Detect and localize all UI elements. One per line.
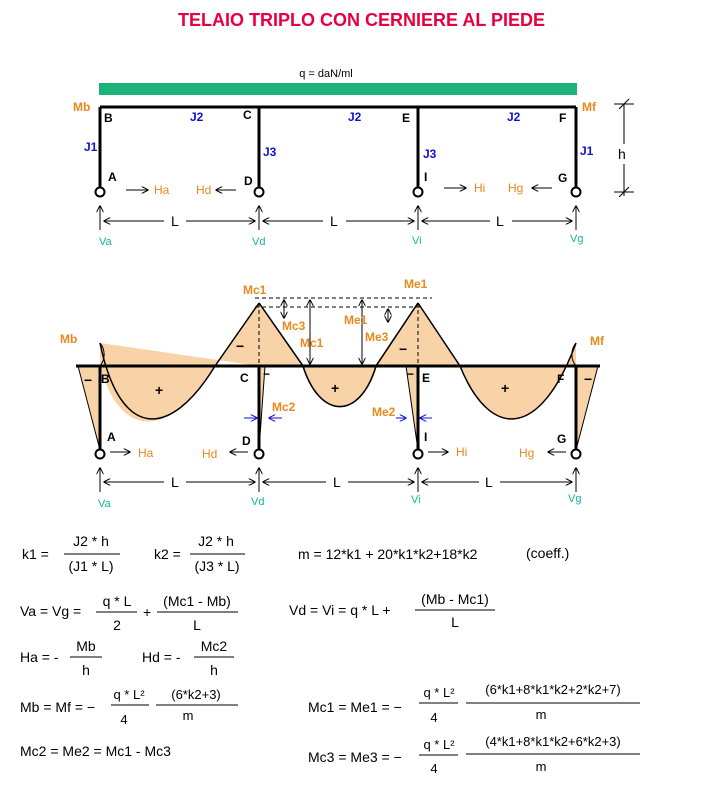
hd-lhs: Hd = - xyxy=(142,649,181,665)
node-g: G xyxy=(558,171,568,185)
label-me3: Me3 xyxy=(365,330,389,344)
va-den2: L xyxy=(193,617,201,633)
dim-l-1: L xyxy=(171,213,179,229)
node-f-2: F xyxy=(557,372,565,386)
reaction-va: Va xyxy=(99,236,112,248)
node-b: B xyxy=(104,111,113,125)
label-mc1-top: Mc1 xyxy=(243,283,267,297)
k2-lhs: k2 = xyxy=(154,546,181,562)
node-f: F xyxy=(559,111,567,125)
sign-minus-e2: − xyxy=(407,367,415,381)
sign-minus-c2: − xyxy=(263,367,271,381)
label-mc3: Mc3 xyxy=(282,319,306,333)
inertia-j2-1: J2 xyxy=(190,110,204,124)
node-a-2: A xyxy=(107,430,116,444)
vd-lhs: Vd = Vi = q * L + xyxy=(289,602,391,618)
mc3-lhs: Mc3 = Me3 = − xyxy=(308,749,402,765)
node-g-2: G xyxy=(557,432,567,446)
dim-h-label: h xyxy=(618,146,626,162)
label-mc2: Mc2 xyxy=(272,400,296,414)
node-i: I xyxy=(424,170,428,184)
va-num2: (Mc1 - Mb) xyxy=(163,593,231,609)
k1-lhs: k1 = xyxy=(22,546,49,562)
reaction-hg: Hg xyxy=(508,181,524,195)
reaction-hg-2: Hg xyxy=(519,446,535,460)
reaction-vi-2: Vi xyxy=(411,494,421,506)
label-me1-mid: Me1 xyxy=(344,313,368,327)
reaction-vi: Vi xyxy=(412,235,422,247)
reaction-hi-2: Hi xyxy=(456,445,468,459)
sign-plus-2: + xyxy=(331,380,340,396)
hd-num: Mc2 xyxy=(200,638,228,654)
node-c: C xyxy=(243,108,252,122)
label-mf-2: Mf xyxy=(590,334,604,348)
m-formula: m = 12*k1 + 20*k1*k2+18*k2 xyxy=(298,546,478,562)
mc1-den: 4 xyxy=(430,710,438,725)
reaction-vd: Vd xyxy=(252,236,266,248)
ha-den: h xyxy=(82,662,90,678)
k1-num: J2 * h xyxy=(73,533,109,549)
load-label: q = daN/ml xyxy=(299,68,353,80)
mc2-formula: Mc2 = Me2 = Mc1 - Mc3 xyxy=(20,743,171,759)
inertia-j2-2: J2 xyxy=(348,110,362,124)
node-e-2: E xyxy=(422,371,431,385)
sign-minus-c1: − xyxy=(236,338,245,354)
inertia-j2-3: J2 xyxy=(507,110,521,124)
mc3-den2: m xyxy=(535,759,547,774)
mb-den2: m xyxy=(182,708,194,723)
moment-fill-span-3 xyxy=(418,303,576,419)
mc1-den2: m xyxy=(535,707,547,722)
coeff-label: (coeff.) xyxy=(526,545,570,561)
sign-minus-e1: − xyxy=(399,341,408,357)
reaction-ha-2: Ha xyxy=(138,446,154,460)
hinge-i xyxy=(414,188,423,197)
ha-num: Mb xyxy=(76,638,96,654)
dim-l2-3: L xyxy=(485,474,493,490)
va-lhs: Va = Vg = xyxy=(20,603,82,619)
node-d-2: D xyxy=(242,434,251,448)
reaction-vg-2: Vg xyxy=(568,493,582,505)
node-e: E xyxy=(402,111,411,125)
hinge-g xyxy=(572,188,581,197)
reaction-hi: Hi xyxy=(474,181,486,195)
dim-l2-2: L xyxy=(333,474,341,490)
hd-den: h xyxy=(210,662,218,678)
va-den1: 2 xyxy=(113,617,121,633)
node-b-2: B xyxy=(101,372,110,386)
reaction-vd-2: Vd xyxy=(251,496,265,508)
moment-mb: Mb xyxy=(73,100,91,114)
formulas xyxy=(20,533,640,776)
inertia-j1-left: J1 xyxy=(84,140,98,154)
k2-num: J2 * h xyxy=(198,533,234,549)
dim-l2-1: L xyxy=(171,474,179,490)
node-d: D xyxy=(244,174,253,188)
mb-num: q * L² xyxy=(113,687,145,702)
vd-num: (Mb - Mc1) xyxy=(421,591,489,607)
node-i-2: I xyxy=(424,430,428,444)
label-me2: Me2 xyxy=(372,405,396,419)
mc3-den: 4 xyxy=(430,761,438,776)
va-plus: + xyxy=(143,604,152,620)
mb-lhs: Mb = Mf = − xyxy=(20,699,96,715)
moment-diagram xyxy=(60,277,605,510)
vd-den: L xyxy=(451,614,459,630)
mc3-num2: (4*k1+8*k1*k2+6*k2+3) xyxy=(485,734,621,749)
label-mc1-mid: Mc1 xyxy=(300,336,324,350)
mb-den: 4 xyxy=(120,712,128,727)
mc1-num: q * L² xyxy=(423,685,455,700)
moment-mf: Mf xyxy=(582,100,596,114)
inertia-j3-e: J3 xyxy=(423,147,437,161)
reaction-hd-2: Hd xyxy=(202,447,218,461)
dim-l-3: L xyxy=(496,213,504,229)
sign-minus-b: − xyxy=(84,372,93,388)
ha-lhs: Ha = - xyxy=(20,649,59,665)
inertia-j3-c: J3 xyxy=(263,145,277,159)
hinge-a xyxy=(96,188,105,197)
k2-den: (J3 * L) xyxy=(194,558,240,574)
hinge-d-2 xyxy=(255,450,264,459)
hinge-i-2 xyxy=(414,450,423,459)
hinge-g-2 xyxy=(572,450,581,459)
reaction-hd: Hd xyxy=(196,183,212,197)
page-title: TELAIO TRIPLO CON CERNIERE AL PIEDE xyxy=(177,10,546,30)
dim-l-2: L xyxy=(330,213,338,229)
mb-num2: (6*k2+3) xyxy=(171,687,221,702)
sign-plus-1: + xyxy=(155,382,164,398)
label-mb-2: Mb xyxy=(60,332,78,346)
k1-den: (J1 * L) xyxy=(68,558,114,574)
mc1-num2: (6*k1+8*k1*k2+2*k2+7) xyxy=(485,682,621,697)
mc3-num: q * L² xyxy=(423,737,455,752)
va-num1: q * L xyxy=(102,593,132,609)
sign-minus-f: − xyxy=(584,371,593,387)
sign-plus-3: + xyxy=(501,380,510,396)
frame-diagram xyxy=(73,68,634,248)
mc1-lhs: Mc1 = Me1 = − xyxy=(308,699,402,715)
hinge-d xyxy=(255,188,264,197)
node-c-2: C xyxy=(240,371,249,385)
label-me1-top: Me1 xyxy=(404,277,428,291)
reaction-va-2: Va xyxy=(98,498,111,510)
reaction-vg: Vg xyxy=(570,233,584,245)
reaction-ha: Ha xyxy=(154,183,170,197)
distributed-load-bar xyxy=(99,83,577,95)
node-a: A xyxy=(108,170,117,184)
hinge-a-2 xyxy=(96,450,105,459)
inertia-j1-right: J1 xyxy=(580,144,594,158)
